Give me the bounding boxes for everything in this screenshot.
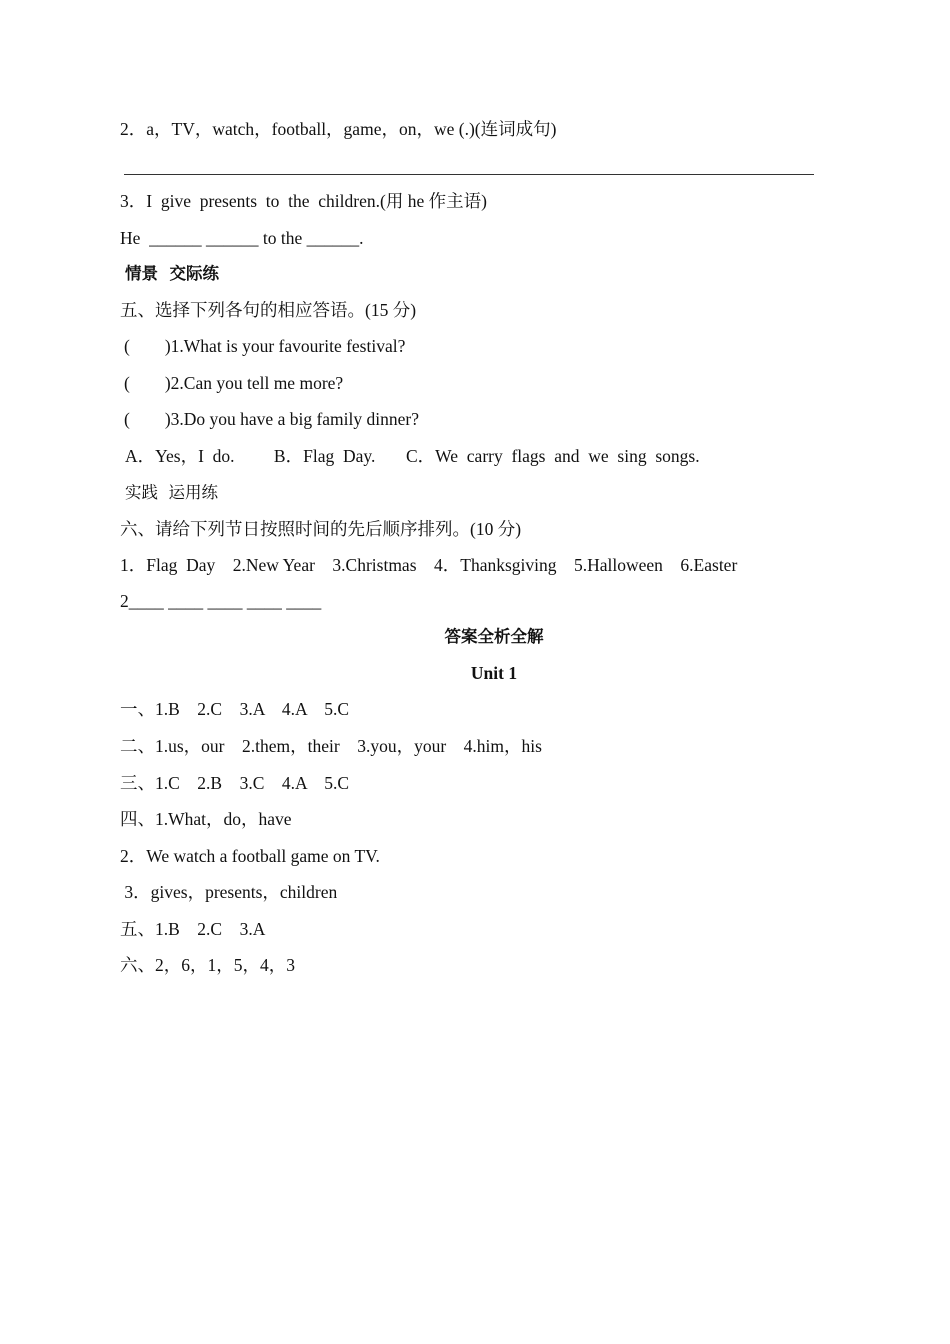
- section-five-options: A．Yes，I do. B．Flag Day. C．We carry flags and we sing songs.: [125, 446, 700, 466]
- answers-title: 答案全析全解: [444, 627, 544, 646]
- question-4-3-blanks: He ______ ______ to the ______.: [120, 228, 364, 248]
- answers-unit: Unit 1: [470, 663, 518, 683]
- answer-line-2: 二、1.us，our 2.them，their 3.you，your 4.him，his: [120, 736, 542, 756]
- section-five-item-3: ( )3.Do you have a big family dinner?: [124, 409, 419, 429]
- question-4-3: 3．I give presents to the children.(用 he 作主语): [120, 191, 487, 211]
- answer-line-4: 四、1.What，do，have: [120, 809, 292, 829]
- answer-line-5: 2．We watch a football game on TV.: [120, 846, 380, 866]
- section-six-heading: 六、请给下列节日按照时间的先后顺序排列。(10 分): [120, 519, 522, 539]
- section-six-festivals: 1．Flag Day 2.New Year 3.Christmas 4．Thanksgiving 5.Halloween 6.Easter: [120, 555, 738, 575]
- section-practice-label: 实践 运用练: [125, 483, 218, 502]
- answer-line-8: 六、2，6，1，5，4，3: [120, 955, 295, 975]
- answer-rule-line: [124, 174, 814, 175]
- answer-line-3: 三、1.C 2.B 3.C 4.A 5.C: [120, 773, 349, 793]
- answer-line-7: 五、1.B 2.C 3.A: [120, 919, 266, 939]
- question-4-2: 2．a，TV，watch，football，game，on，we (.)(连词成句): [120, 119, 557, 139]
- answer-line-6: 3．gives，presents，children: [120, 882, 338, 902]
- section-five-item-2: ( )2.Can you tell me more?: [124, 373, 344, 393]
- section-five-item-1: ( )1.What is your favourite festival?: [124, 336, 406, 356]
- section-situation-label: 情景 交际练: [125, 264, 219, 283]
- section-six-answer-line: 2____ ____ ____ ____ ____: [120, 591, 322, 611]
- section-five-heading: 五、选择下列各句的相应答语。(15 分): [120, 300, 417, 320]
- answer-line-1: 一、1.B 2.C 3.A 4.A 5.C: [120, 699, 349, 719]
